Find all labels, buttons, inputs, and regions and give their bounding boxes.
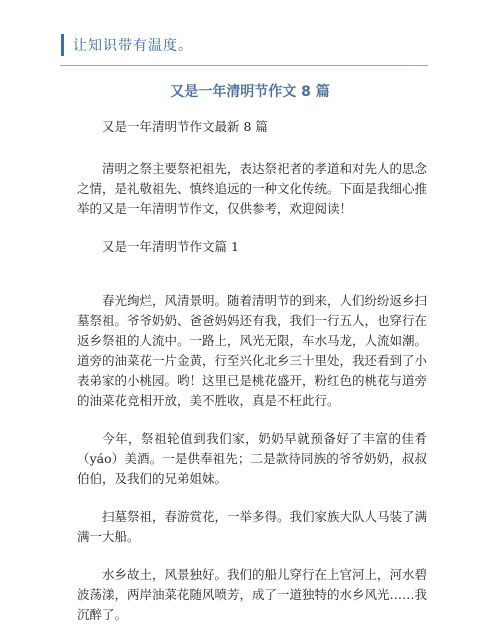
body-paragraph: 扫墓祭祖，春游赏花，一举多得。我们家族大队人马装了满满一大船。 [77,509,428,544]
header-divider [60,65,428,66]
document-body [77,117,427,625]
body-paragraph: 春光绚烂，风清景明。随着清明节的到来，人们纷纷返乡扫墓祭祖。爷爷奶奶、爸爸妈妈还有我，我们一行五人，也穿行在返乡祭祖的人流中。一路上，风光无限，车水马龙，人流如潮。道旁的油菜花一片金黄，行至兴化北乡三十里处，我还看到了小表弟家的小桃园。哟！这里已是桃花盛开，粉红色的桃花与道旁的油菜花竞相开放，美不胜收，真是不枉此行。 [77,293,428,408]
section-title: 又是一年清明节作文篇 1 [102,239,239,254]
body-paragraph: 今年，祭祖轮值到我们家，奶奶早就预备好了丰富的佳肴（yáo）美酒。一是供奉祖先；二是款待同族的爷爷奶奶，叔叔伯伯，及我们的兄弟姐妹。 [77,431,427,486]
document-subtitle: 又是一年清明节作文最新 8 篇 [102,119,268,134]
banner-slogan: 让知识带有温度。 [73,38,193,54]
site-banner [61,34,193,56]
intro-paragraph: 清明之祭主要祭祀祖先，表达祭祀者的孝道和对先人的思念之情，是礼敬祖先、慎终追远的一种文化传统。下面是我细心推举的又是一年清明节作文，仅供参考，欢迎阅读！ [77,161,428,216]
document-title: 又是一年清明节作文 8 篇 [170,84,330,100]
body-paragraph: 水乡故土，风景独好。我们的船儿穿行在上官河上，河水碧波荡漾，两岸油菜花随风喷芳，成了一道独特的水乡风光……我沉醉了。 [77,567,428,622]
